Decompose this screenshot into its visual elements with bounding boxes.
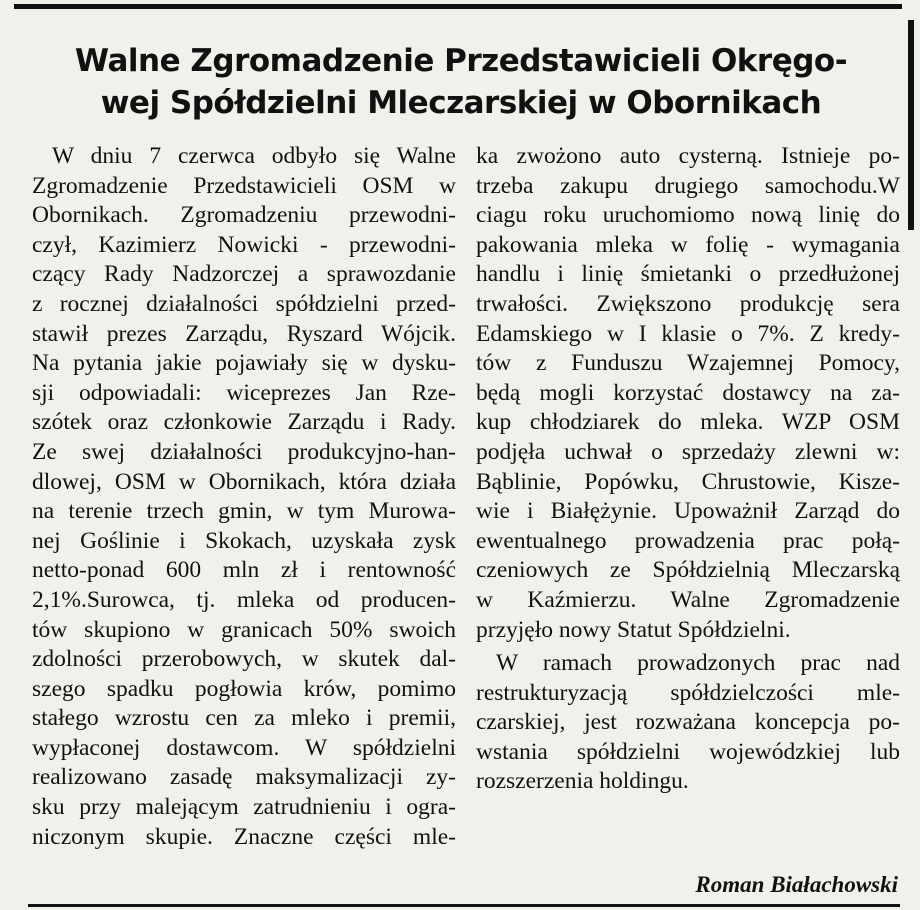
text-line: sji odpowiadali: wiceprezes Jan Rze- bbox=[32, 379, 456, 406]
text-line: stałego wzrostu cen za mleko i premii, bbox=[32, 705, 456, 732]
text-line: sku przy malejącym zatrudnieniu i ogra- bbox=[32, 794, 456, 821]
text-line: kup chłodziarek do mleka. WZP OSM bbox=[476, 409, 900, 436]
text-line: W ramach prowadzonych prac nad bbox=[496, 650, 900, 677]
text-line: z rocznej działalności spółdzielni przed- bbox=[32, 290, 456, 317]
text-line: niczonym skupie. Znaczne części mle- bbox=[32, 823, 456, 850]
text-line: w Kaźmierzu. Walne Zgromadzenie bbox=[476, 586, 900, 613]
text-line: będą mogli korzystać dostawcy na za- bbox=[476, 379, 900, 406]
text-line: tów z Funduszu Wzajemnej Pomocy, bbox=[476, 350, 900, 377]
text-line: szótek oraz członkowie Zarządu i Rady. bbox=[32, 409, 456, 436]
text-line: Zgromadzenie Przedstawicieli OSM w bbox=[32, 172, 456, 199]
author-signature: Roman Białachowski bbox=[695, 872, 898, 897]
text-line: szego spadku pogłowia krów, pomimo bbox=[32, 675, 456, 702]
text-line: Obornikach. Zgromadzeniu przewodni- bbox=[32, 202, 456, 229]
text-line: realizowano zasadę maksymalizacji zy- bbox=[32, 764, 456, 791]
article-column-left bbox=[32, 142, 456, 852]
text-line: ciagu roku uruchomiomo nową linię do bbox=[476, 202, 900, 229]
text-line: handlu i linię śmietanki o przedłużonej bbox=[476, 261, 900, 288]
text-line: trzeba zakupu drugiego samochodu.W bbox=[476, 172, 900, 199]
text-line: czył, Kazimierz Nowicki - przewodni- bbox=[32, 231, 456, 258]
side-rule bbox=[908, 20, 914, 230]
text-line: Ze swej działalności produkcyjno-han- bbox=[32, 438, 456, 465]
text-line: wypłaconej dostawcom. W spółdzielni bbox=[32, 734, 456, 761]
text-line: przyjęło nowy Statut Spółdzielni. bbox=[476, 616, 791, 643]
text-line: Na pytania jakie pojawiały się w dysku- bbox=[32, 350, 456, 377]
text-line: ewentualnego prowadzenia prac połą- bbox=[476, 527, 900, 554]
text-line: Edamskiego w I klasie o 7%. Z kredy- bbox=[476, 320, 900, 347]
text-line: pakowania mleka w folię - wymagania bbox=[476, 231, 900, 258]
text-line: nej Goślinie i Skokach, uzyskała zysk bbox=[32, 527, 456, 554]
text-line: na terenie trzech gmin, w tym Murowa- bbox=[32, 498, 456, 525]
text-line: wstania spółdzielni wojewódzkiej lub bbox=[476, 738, 900, 765]
article-headline bbox=[22, 40, 900, 124]
text-line: czarskiej, jest rozważana koncepcja po- bbox=[476, 709, 900, 736]
text-line: czeniowych ze Spółdzielnią Mleczarską bbox=[476, 557, 900, 584]
text-line: tów skupiono w granicach 50% swoich bbox=[32, 616, 456, 643]
text-line: W dniu 7 czerwca odbyło się Walne bbox=[52, 143, 456, 169]
text-line: wie i Białężynie. Upoważnił Zarząd do bbox=[476, 498, 900, 525]
bottom-rule bbox=[28, 904, 900, 907]
headline-line: wej Spółdzielni Mleczarskiej w Obornikach bbox=[100, 85, 822, 121]
text-line: podjęła uchwał o sprzedaży zlewni w: bbox=[476, 438, 900, 465]
text-line: zdolności przerobowych, w skutek dal- bbox=[32, 646, 456, 673]
text-line: trwałości. Zwiększono produkcję sera bbox=[476, 290, 900, 317]
text-line: netto-ponad 600 mln zł i rentowność bbox=[32, 557, 456, 584]
article-column-right bbox=[476, 142, 900, 797]
text-line: czący Rady Nadzorczej a sprawozdanie bbox=[32, 261, 456, 288]
text-line: dlowej, OSM w Obornikach, która działa bbox=[32, 468, 456, 495]
text-line: 2,1%.Surowca, tj. mleka od producen- bbox=[32, 586, 456, 613]
text-line: rozszerzenia holdingu. bbox=[476, 768, 689, 795]
top-rule bbox=[14, 4, 902, 9]
headline-line: Walne Zgromadzenie Przedstawicieli Okręgo- bbox=[74, 43, 848, 79]
text-line: restrukturyzacją spółdzielczości mle- bbox=[476, 679, 900, 706]
text-line: ka zwożono auto cysterną. Istnieje po- bbox=[476, 143, 900, 169]
text-line: stawił prezes Zarządu, Ryszard Wójcik. bbox=[32, 320, 456, 347]
text-line: Bąblinie, Popówku, Chrustowie, Kisze- bbox=[476, 468, 900, 495]
